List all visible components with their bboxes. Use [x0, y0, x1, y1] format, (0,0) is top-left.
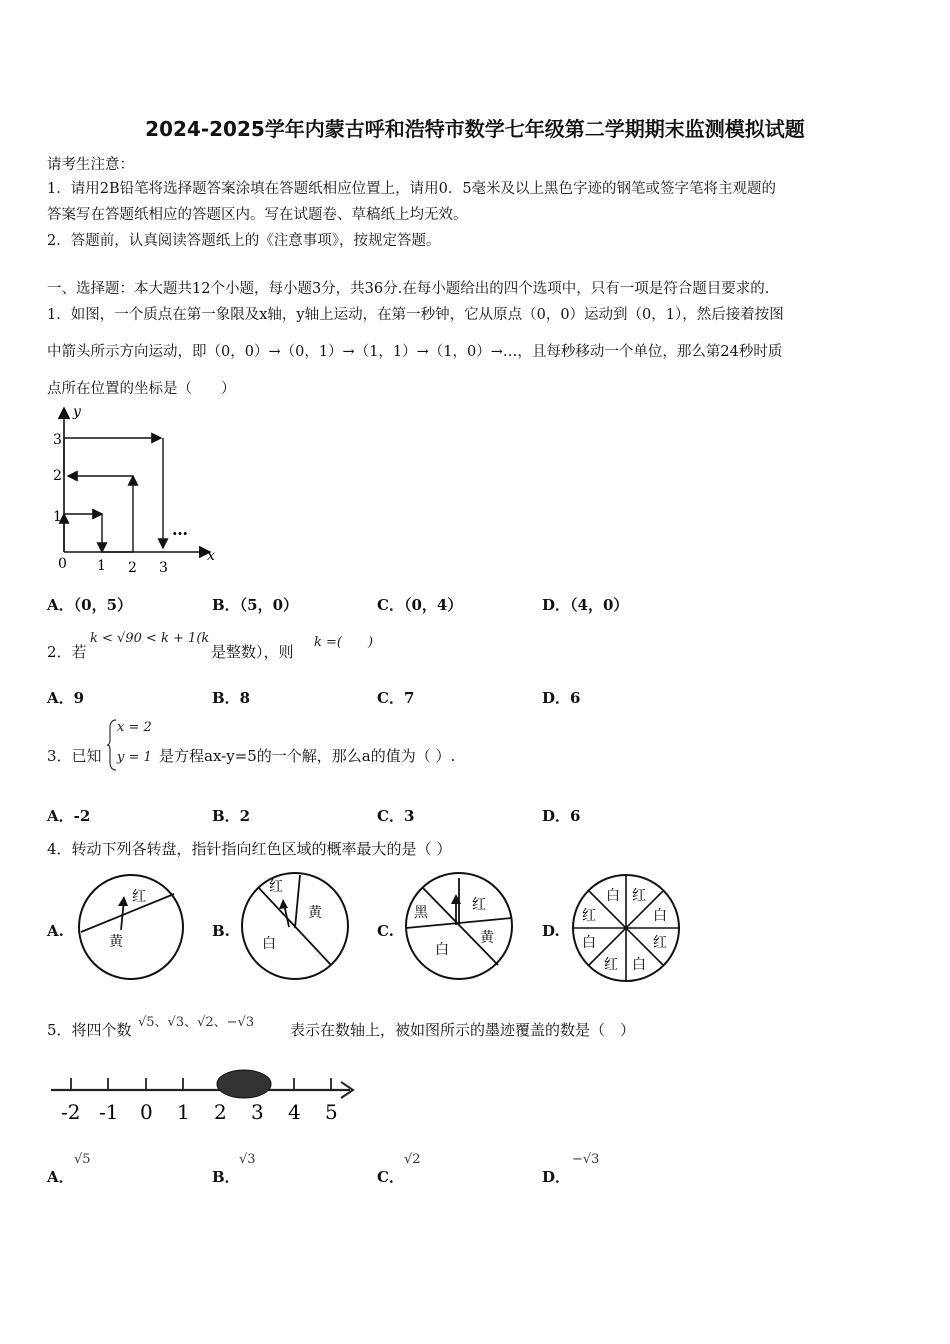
q4-label-c[interactable]: C.	[377, 922, 394, 940]
q4d-label-2: 红	[632, 888, 646, 904]
q1-option-d[interactable]: D．（4，0）	[542, 596, 629, 614]
q2-option-d[interactable]: D．6	[542, 689, 581, 707]
q1-xtick-2: 2	[128, 560, 137, 576]
q4b-label-red: 红	[269, 879, 283, 895]
q5-option-d-value: −√3	[572, 1152, 600, 1167]
q4d-label-8: 白	[632, 957, 646, 973]
q5-option-b-value: √3	[239, 1152, 256, 1167]
q4d-label-6: 红	[653, 935, 667, 951]
q1-xtick-1: 1	[97, 558, 106, 574]
q1-line-3: 点所在位置的坐标是（ ）	[47, 381, 236, 397]
notice-line-3: 2．答题前，认真阅读答题纸上的《注意事项》，按规定答题。	[47, 233, 441, 249]
q3-suffix: 是方程ax-y=5的一个解，那么a的值为（ ）.	[159, 747, 456, 765]
section-heading: 一、选择题：本大题共12个小题，每小题3分，共36分.在每小题给出的四个选项中，只有一项是符合题目要求的.	[47, 281, 770, 297]
q3-option-a[interactable]: A．-2	[47, 807, 91, 825]
q5-suffix: 表示在数轴上，被如图所示的墨迹覆盖的数是（ ）	[290, 1021, 636, 1039]
q4c-label-black: 黑	[414, 905, 428, 921]
q1-line-2: 中箭头所示方向运动，即（0，0）→（0，1）→（1，1）→（1，0）→…，且每秒移动一个单位，那么第24秒时质	[47, 344, 783, 360]
q4d-label-4: 白	[653, 908, 667, 924]
q4-text: 4．转动下列各转盘，指针指向红色区域的概率最大的是（ ）	[47, 840, 452, 858]
q3-eq-2: y = 1	[117, 750, 152, 765]
q1-ellipsis: …	[172, 520, 188, 539]
q5-tick-1: 1	[177, 1100, 190, 1124]
q4-wheel-c	[402, 870, 516, 982]
q1-x-label: x	[207, 548, 215, 564]
q2-option-b[interactable]: B．8	[212, 689, 251, 707]
q5-tick--1: -1	[99, 1100, 119, 1124]
q2-middle: 是整数），则	[211, 643, 294, 661]
q5-tick-5: 5	[325, 1100, 338, 1124]
q5-tick--2: -2	[61, 1100, 81, 1124]
q4-label-b[interactable]: B.	[212, 922, 230, 940]
q4a-label-yellow: 黄	[109, 934, 123, 950]
q4-wheel-b	[238, 870, 352, 982]
q5-numbers: √5、√3、√2、−√3	[138, 1015, 255, 1030]
q4c-label-white: 白	[435, 942, 449, 958]
q1-option-c[interactable]: C．（0，4）	[377, 596, 463, 614]
q5-option-c-value: √2	[404, 1152, 421, 1167]
q4-label-a[interactable]: A.	[47, 922, 64, 940]
q1-ytick-3: 3	[53, 432, 62, 448]
q2-answer-blank: k =( )	[314, 635, 374, 650]
q5-option-a-value: √5	[74, 1152, 91, 1167]
notice-line-1: 1．请用2B铅笔将选择题答案涂填在答题纸相应位置上，请用0．5毫米及以上黑色字迹的钢笔或签字笔将主观题的	[47, 181, 777, 197]
q5-number-line	[45, 1060, 365, 1130]
q5-tick-4: 4	[288, 1100, 301, 1124]
q4-wheel-d	[570, 872, 682, 984]
q4c-label-yellow: 黄	[480, 930, 494, 946]
q2-inequality: k < √90 < k + 1(k	[90, 631, 210, 646]
q3-option-b[interactable]: B．2	[212, 807, 251, 825]
q1-xtick-3: 3	[159, 560, 168, 576]
q5-option-d[interactable]: D．	[542, 1168, 571, 1186]
q1-path-figure	[45, 400, 225, 580]
q1-ytick-2: 2	[53, 468, 62, 484]
q1-y-label: y	[73, 404, 81, 420]
q5-prefix: 5．将四个数	[47, 1021, 132, 1039]
q5-option-c[interactable]: C．	[377, 1168, 404, 1186]
q3-eq-1: x = 2	[117, 720, 152, 735]
q5-ink-blot	[217, 1070, 271, 1098]
q1-line-1: 1．如图，一个质点在第一象限及x轴，y轴上运动，在第一秒钟，它从原点（0，0）运动到（0，1），然后接着按图	[47, 307, 784, 323]
q5-option-b[interactable]: B．	[212, 1168, 240, 1186]
notice-line-2: 答案写在答题纸相应的答题区内。写在试题卷、草稿纸上均无效。	[47, 207, 468, 223]
q4d-label-3: 红	[582, 908, 596, 924]
q4d-label-1: 白	[606, 888, 620, 904]
q4d-label-5: 白	[582, 935, 596, 951]
q1-xtick-0: 0	[58, 556, 67, 572]
q2-option-a[interactable]: A．9	[47, 689, 85, 707]
q4d-label-7: 红	[604, 957, 618, 973]
notice-heading: 请考生注意：	[47, 157, 134, 173]
q4b-label-yellow: 黄	[308, 905, 322, 921]
q4-wheel-a	[76, 872, 186, 982]
q3-option-d[interactable]: D．6	[542, 807, 581, 825]
q4-label-d[interactable]: D.	[542, 922, 560, 940]
page-title: 2024-2025学年内蒙古呼和浩特市数学七年级第二学期期末监测模拟试题	[145, 117, 805, 141]
q5-tick-3: 3	[251, 1100, 264, 1124]
q4c-label-red: 红	[472, 897, 486, 913]
q1-option-b[interactable]: B．（5，0）	[212, 596, 299, 614]
q3-option-c[interactable]: C．3	[377, 807, 415, 825]
q5-option-a[interactable]: A．	[47, 1168, 74, 1186]
q5-tick-0: 0	[140, 1100, 153, 1124]
q1-ytick-1: 1	[53, 509, 62, 525]
q2-prefix: 2．若	[47, 643, 87, 661]
q5-tick-2: 2	[214, 1100, 227, 1124]
q1-option-a[interactable]: A．（0，5）	[47, 596, 133, 614]
q2-option-c[interactable]: C．7	[377, 689, 415, 707]
q3-prefix: 3．已知	[47, 747, 102, 765]
q4b-label-white: 白	[262, 936, 276, 952]
q4a-label-red: 红	[132, 889, 146, 905]
